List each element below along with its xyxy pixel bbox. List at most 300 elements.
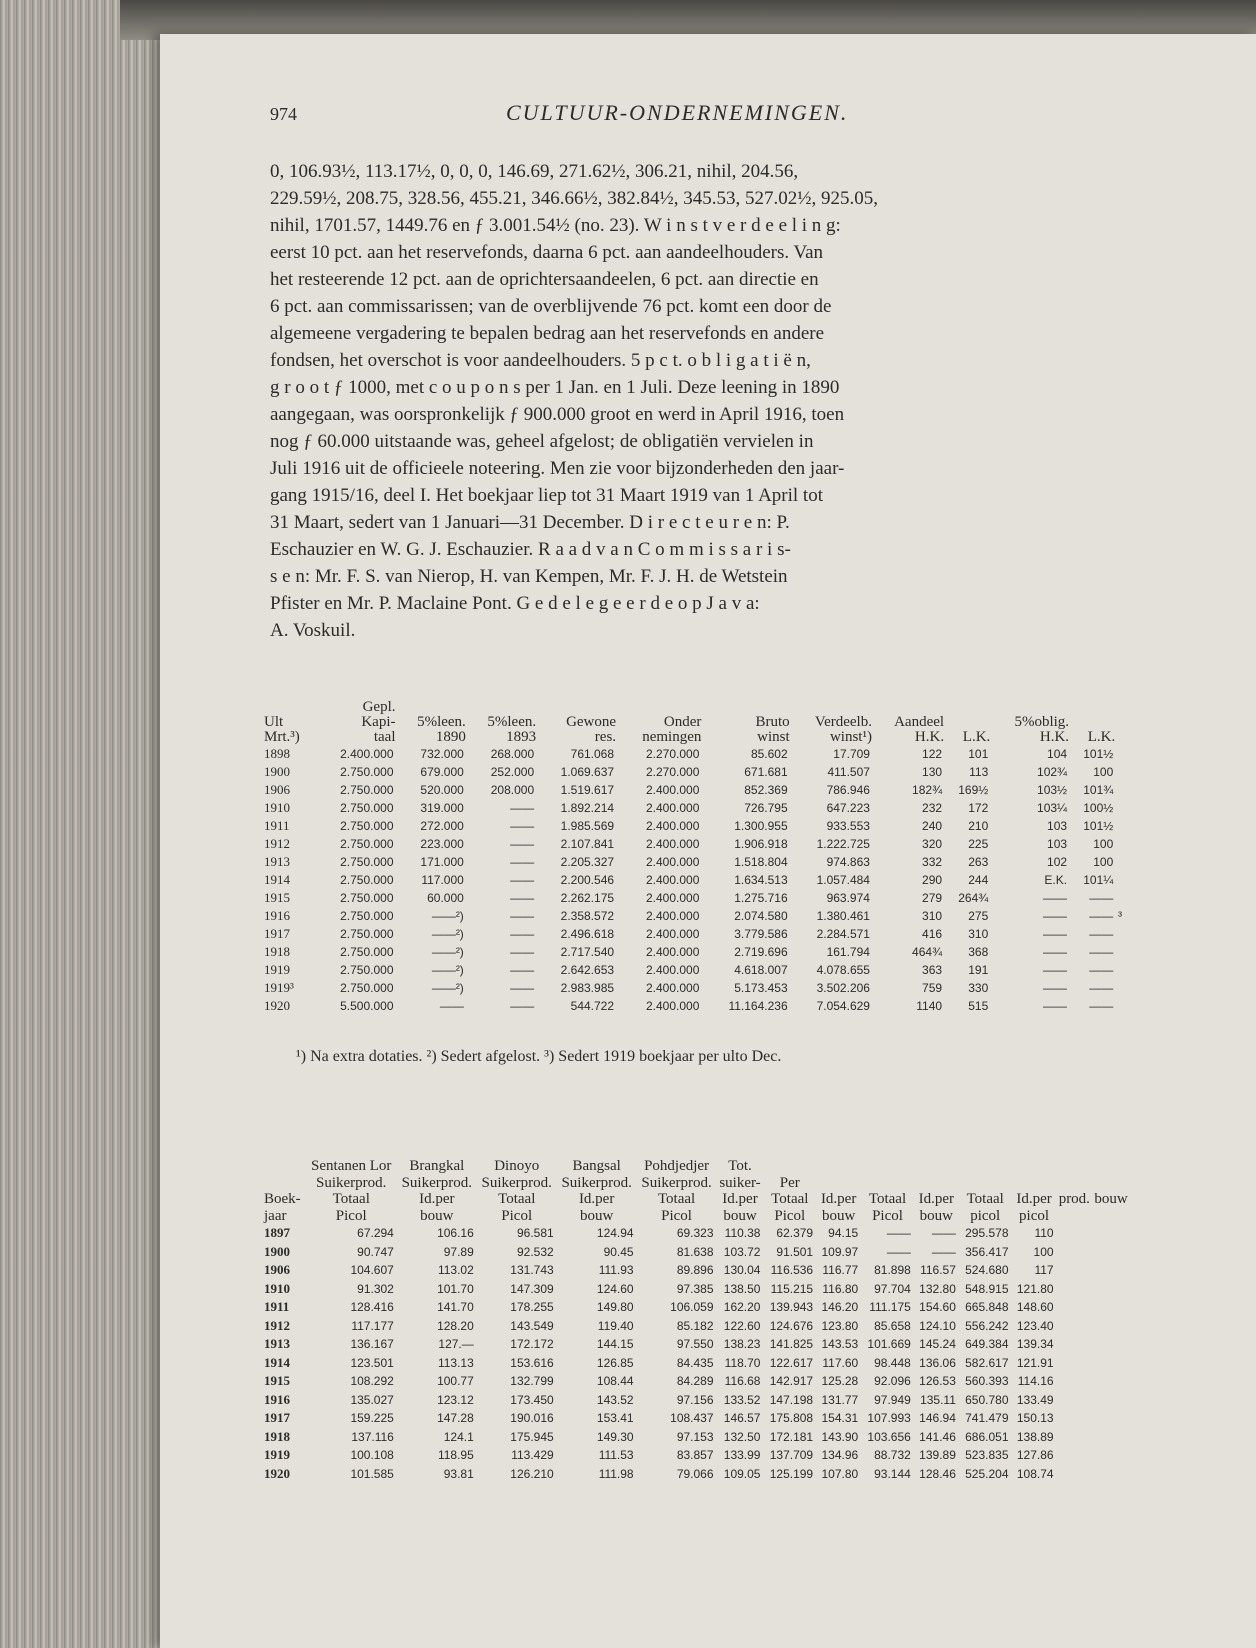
table-cell: 142.917	[769, 1374, 814, 1388]
table-cell: 100	[1093, 765, 1114, 779]
table-cell: 2.750.000	[340, 765, 394, 779]
table-cell: 135.027	[350, 1392, 394, 1407]
year-cell: 1913	[264, 854, 290, 869]
table-row	[264, 871, 1124, 889]
column-header: 5%leen.	[417, 714, 466, 730]
table-cell: 91.302	[357, 1281, 394, 1296]
table-cell: ——	[1089, 891, 1114, 905]
table-cell: 524.680	[965, 1263, 1009, 1277]
table-cell: 310	[968, 927, 989, 941]
table-cell: 92.096	[874, 1374, 911, 1388]
table-cell: ——	[1043, 963, 1068, 977]
body-line: g r o o t ƒ 1000, met c o u p o n s per 1 Jan. en 1 Juli. Deze leening in 1890	[270, 377, 840, 398]
table-cell: 60.000	[427, 891, 464, 905]
header-row	[264, 1158, 1130, 1175]
table-cell: 172	[968, 801, 989, 815]
table-cell: 223.000	[420, 837, 464, 851]
year-cell: 1910	[264, 800, 290, 815]
table-cell: 2.750.000	[340, 837, 394, 851]
table-row	[264, 979, 1124, 997]
table-cell: 83.857	[676, 1448, 714, 1462]
table-cell: 2.750.000	[340, 855, 394, 869]
table-cell: 136.06	[919, 1355, 956, 1370]
table-cell: 290	[922, 873, 943, 887]
table-cell: 7.054.629	[816, 999, 870, 1013]
table-cell: 91.501	[776, 1244, 814, 1259]
year-cell: 1912	[264, 1317, 290, 1333]
table-cell: 103	[1047, 837, 1068, 851]
table-cell: 515	[968, 999, 989, 1013]
table-cell: 2.200.546	[560, 873, 615, 887]
column-header: Picol	[501, 1207, 533, 1224]
column-header: L.K.	[962, 729, 991, 745]
table-cell: 671.681	[744, 765, 788, 779]
table-cell	[1115, 835, 1124, 853]
table-cell: 4.618.007	[734, 963, 788, 977]
body-line: Pfister en Mr. P. Maclaine Pont. G e d e l e g e e r d e o p J a v a:	[270, 593, 760, 614]
column-header: Id.per	[820, 1191, 857, 1207]
table-cell: 138.89	[1016, 1429, 1054, 1444]
table-cell: 2.400.000	[646, 891, 700, 905]
company-financial-table	[264, 700, 1124, 1015]
column-header: bouw	[919, 1207, 954, 1224]
table-cell: 131.77	[821, 1392, 859, 1407]
table-cell: ——	[1089, 945, 1114, 959]
year-cell: 1897	[264, 1225, 290, 1240]
column-header: Pohdjedjer	[644, 1158, 710, 1174]
table-cell: 102	[1047, 855, 1068, 869]
table-cell: 97.550	[676, 1337, 714, 1351]
column-header	[990, 700, 1069, 715]
table-cell: 108.74	[1016, 1466, 1054, 1481]
table-cell: 109.05	[723, 1466, 761, 1481]
table-cell: 240	[922, 819, 943, 833]
table-cell: 116.77	[822, 1263, 859, 1277]
table-cell	[1115, 799, 1124, 817]
column-header: 5%oblig.	[1014, 714, 1070, 730]
column-header: Id.per	[722, 1191, 758, 1207]
body-line: 6 pct. aan commissarissen; van de overblijvende 76 pct. komt een door de	[270, 296, 832, 317]
table-cell: 88.732	[874, 1448, 911, 1462]
column-header: picol	[970, 1207, 1001, 1224]
table-cell: 139.89	[919, 1448, 956, 1462]
table-cell: 2.642.653	[560, 963, 615, 977]
table-cell: 128.46	[919, 1466, 956, 1481]
table-cell: 2.983.985	[560, 981, 615, 995]
page-header	[270, 100, 1170, 134]
column-header	[616, 700, 701, 715]
running-head: CULTUUR-ONDERNEMINGEN.	[506, 100, 849, 125]
table-cell: ³	[1118, 909, 1122, 923]
table-cell: 520.000	[420, 783, 464, 797]
column-header: bouw	[821, 1207, 856, 1224]
year-cell: 1914	[264, 1354, 290, 1370]
table-cell: ——²)	[431, 981, 464, 995]
table-cell: 143.53	[821, 1337, 859, 1351]
table-cell: 121.80	[1016, 1281, 1054, 1296]
column-header: res.	[594, 729, 617, 745]
table-cell: 101.585	[350, 1466, 394, 1481]
table-cell: 110	[1034, 1226, 1054, 1240]
table-cell: 582.617	[965, 1355, 1009, 1370]
table-cell: 2.262.175	[560, 891, 615, 905]
column-header: Onder	[663, 714, 702, 730]
table-cell: 679.000	[420, 765, 464, 779]
year-cell: 1898	[264, 746, 290, 761]
year-cell: 1910	[264, 1280, 290, 1296]
year-cell: 1911	[264, 818, 290, 833]
year-cell: 1919	[264, 1447, 290, 1462]
header-row	[264, 730, 1124, 745]
column-header	[1115, 730, 1124, 745]
table-cell: 416	[922, 927, 943, 941]
body-line: 229.59½, 208.75, 328.56, 455.21, 346.66½, 382.84½, 345.53, 527.02½, 925.05,	[270, 188, 878, 209]
column-header: Picol	[774, 1207, 806, 1224]
table-cell: 85.602	[750, 747, 788, 761]
table-cell: 2.750.000	[340, 801, 394, 815]
table-row	[264, 997, 1124, 1015]
table-cell: 171.000	[420, 855, 464, 869]
table-cell: 139.34	[1016, 1337, 1054, 1351]
table-cell: 544.722	[570, 999, 615, 1013]
table-cell	[1115, 979, 1124, 997]
table-cell: 320	[922, 837, 943, 851]
table-cell: 116.68	[724, 1374, 761, 1388]
column-header: 1890	[435, 729, 466, 745]
table-cell: 4.078.655	[816, 963, 870, 977]
table-cell	[1115, 943, 1124, 961]
table-cell: 686.051	[965, 1429, 1009, 1444]
column-header: L.K.	[1087, 729, 1116, 745]
body-line: Eschauzier en W. G. J. Eschauzier. R a a d v a n C o m m i s s a r i s-	[270, 539, 791, 560]
column-header: Totaal	[966, 1191, 1004, 1207]
table-cell: ——	[510, 963, 535, 977]
column-header: Ult	[264, 714, 284, 730]
table-cell	[1115, 889, 1124, 907]
table-cell: 153.41	[596, 1411, 634, 1425]
table-cell: 759	[922, 981, 943, 995]
table-cell: 1.300.955	[734, 819, 788, 833]
table-cell: 2.719.696	[734, 945, 788, 959]
table-cell: 96.581	[516, 1226, 554, 1240]
column-header	[264, 1175, 306, 1192]
table-cell: 132.50	[723, 1429, 761, 1444]
table-cell: 107.80	[821, 1466, 859, 1481]
body-line: eerst 10 pct. aan het reservefonds, daarna 6 pct. aan aandeelhouders. Van	[270, 242, 824, 263]
table-cell	[1115, 961, 1124, 979]
table-cell: 97.949	[874, 1392, 911, 1407]
table-cell: 132.799	[510, 1374, 554, 1388]
column-header: Verdeelb.	[814, 714, 872, 730]
table-cell: 560.393	[965, 1374, 1009, 1388]
table-cell	[1115, 925, 1124, 943]
table-cell: 108.292	[350, 1374, 394, 1388]
table-cell: 113.02	[437, 1263, 474, 1277]
table-cell: 146.57	[723, 1411, 761, 1425]
table-cell: 100	[1033, 1244, 1054, 1259]
table-cell: 81.638	[676, 1244, 714, 1259]
table-cell: 81.898	[874, 1263, 911, 1277]
page-number: 974	[270, 104, 297, 124]
year-cell: 1911	[264, 1299, 290, 1314]
table-cell: ——	[886, 1226, 911, 1240]
table-cell: 106.059	[670, 1300, 714, 1314]
table-cell: ——²)	[431, 927, 464, 941]
table-row	[264, 1428, 1130, 1447]
table-cell: 5.500.000	[340, 999, 394, 1013]
table-cell: 464¾	[912, 945, 943, 959]
table-cell: ——	[886, 1244, 911, 1259]
table-cell: 108.44	[596, 1374, 634, 1388]
table-row	[264, 1446, 1130, 1465]
table-cell: 137.116	[351, 1429, 394, 1444]
table-cell: 118.95	[437, 1448, 474, 1462]
year-cell: 1915	[264, 890, 290, 905]
table-cell: 191	[968, 963, 989, 977]
column-header: Suikerprod.	[481, 1174, 552, 1191]
table-cell: 107.993	[867, 1411, 911, 1425]
table-cell: 2.400.000	[646, 819, 700, 833]
body-line: Juli 1916 uit de officieele noteering. Men zie voor bijzonderheden den jaar-	[270, 458, 845, 479]
column-header	[701, 700, 789, 715]
column-header: H.K.	[914, 729, 945, 745]
table-cell: 141.70	[437, 1300, 474, 1314]
table-cell	[1115, 781, 1124, 799]
table-cell: 126.85	[596, 1355, 634, 1370]
column-header: taal	[373, 729, 396, 745]
year-cell: 1912	[264, 836, 290, 851]
column-header: Gepl.	[362, 699, 396, 715]
header-row	[264, 700, 1124, 715]
column-header: Picol	[661, 1207, 692, 1224]
table-cell: 100.77	[437, 1374, 474, 1388]
table-cell: 113	[969, 765, 989, 779]
year-cell: 1900	[264, 1243, 290, 1259]
table-cell: 143.52	[596, 1392, 634, 1407]
table-cell: 101½	[1083, 819, 1114, 833]
column-header: 1893	[506, 729, 537, 745]
table-cell: 79.066	[676, 1466, 714, 1481]
table-cell: 133.52	[723, 1392, 761, 1407]
year-cell: 1918	[264, 1428, 290, 1444]
table-cell: 3.779.586	[734, 927, 788, 941]
table-cell: 104.607	[350, 1263, 394, 1277]
column-header: Bruto	[755, 714, 790, 730]
table-cell: 411.507	[827, 765, 870, 779]
table-cell: 111.53	[598, 1448, 634, 1462]
column-header: 5%leen.	[487, 714, 537, 730]
table-cell: 264¾	[958, 891, 989, 905]
year-cell: 1920	[264, 1465, 290, 1481]
table-cell: 132.80	[919, 1281, 956, 1296]
table-cell: 17.709	[833, 747, 870, 761]
table-cell: 138.50	[723, 1281, 761, 1296]
table-cell: 141.46	[919, 1429, 956, 1444]
table-cell: 144.15	[596, 1337, 634, 1351]
table-row	[264, 925, 1124, 943]
table-cell: 2.750.000	[340, 891, 394, 905]
table-row	[264, 781, 1124, 799]
table-cell: 149.80	[596, 1300, 634, 1314]
table-cell: 2.400.000	[340, 747, 394, 761]
table-cell: 263	[968, 855, 989, 869]
column-header: Suikerprod.	[316, 1174, 387, 1191]
table-cell: 172.181	[769, 1429, 814, 1444]
table-row	[264, 1261, 1130, 1280]
table-cell: 97.153	[676, 1429, 714, 1444]
table-cell: 154.31	[821, 1411, 859, 1425]
table-cell: 368	[968, 945, 989, 959]
year-cell: 1906	[264, 1262, 290, 1277]
table-cell: 244	[968, 873, 989, 887]
table-row	[264, 1391, 1130, 1410]
year-cell: 1919	[264, 962, 290, 977]
column-header	[1069, 700, 1115, 715]
table-cell: 125.28	[821, 1374, 859, 1388]
table-cell: 330	[968, 981, 989, 995]
table-cell	[1115, 763, 1124, 781]
table-cell: 125.199	[769, 1466, 814, 1481]
table-cell: 178.255	[510, 1300, 554, 1314]
column-header: Id.per	[578, 1191, 615, 1207]
table-cell: 319.000	[420, 801, 464, 815]
body-line: aangegaan, was oorspronkelijk ƒ 900.000 groot en werd in April 1916, toen	[270, 404, 845, 425]
table-cell: 548.915	[965, 1281, 1009, 1296]
table-cell: 162.20	[723, 1300, 761, 1314]
column-header: Suikerprod.	[401, 1174, 473, 1191]
table-cell: 126.210	[510, 1466, 554, 1481]
year-cell: 1913	[264, 1336, 290, 1351]
table-cell: 2.074.580	[734, 909, 788, 923]
column-header	[1115, 700, 1124, 715]
table-cell: 136.167	[350, 1337, 394, 1351]
table-cell: 103.72	[723, 1244, 761, 1259]
table-footnotes: ¹) Na extra dotaties. ²) Sedert afgelost. ³) Sedert 1919 boekjaar per ulto Dec.	[296, 1048, 782, 1065]
column-header: Totaal	[771, 1191, 809, 1207]
column-header: suiker-	[719, 1174, 761, 1191]
table-cell: 108.437	[670, 1411, 714, 1425]
table-cell: 2.270.000	[646, 747, 700, 761]
table-cell: 2.400.000	[646, 837, 700, 851]
table-cell: 1.519.617	[560, 783, 615, 797]
table-cell: 1.275.716	[734, 891, 788, 905]
column-header: bouw	[420, 1207, 454, 1224]
table-cell: 356.417	[965, 1244, 1009, 1259]
table-cell: 2.400.000	[646, 927, 700, 941]
body-line: 31 Maart, sedert van 1 Januari—31 December. D i r e c t e u r e n: P.	[270, 512, 790, 533]
table-cell: 111.98	[598, 1466, 634, 1481]
column-header: Id.per	[1016, 1191, 1052, 1207]
column-header	[466, 700, 536, 715]
column-header: Brangkal	[409, 1158, 465, 1174]
table-cell: 2.717.540	[560, 945, 615, 959]
table-cell: 726.795	[744, 801, 788, 815]
column-header	[790, 700, 872, 715]
table-cell: 149.30	[596, 1429, 634, 1444]
table-cell: ——	[1043, 981, 1068, 995]
table-cell: 2.750.000	[340, 819, 394, 833]
table-cell: 89.896	[676, 1263, 714, 1277]
table-cell: 97.704	[874, 1281, 911, 1296]
table-cell: 127.—	[438, 1337, 474, 1351]
table-row	[264, 1465, 1130, 1484]
table-row	[264, 799, 1124, 817]
table-cell: ——	[1043, 927, 1068, 941]
column-header: Per	[779, 1174, 800, 1191]
table-cell: 150.13	[1016, 1411, 1054, 1425]
table-cell: 1140	[916, 999, 943, 1013]
table-cell: 1.222.725	[816, 837, 870, 851]
column-header: Dinoyo	[494, 1158, 540, 1174]
table-cell: 117.177	[351, 1318, 394, 1333]
table-cell: ——	[1043, 999, 1068, 1013]
table-cell	[1115, 745, 1124, 763]
table-cell: 2.750.000	[340, 783, 394, 797]
column-header: jaar	[264, 1207, 287, 1224]
header-row	[264, 715, 1124, 730]
column-header	[1115, 715, 1124, 730]
table-row	[264, 943, 1124, 961]
table-cell: 122	[922, 747, 943, 761]
table-cell: 147.309	[510, 1281, 554, 1296]
table-cell: E.K.	[1044, 873, 1068, 887]
year-cell: 1918	[264, 944, 290, 959]
table-cell: 100	[1093, 855, 1114, 869]
table-cell: 252.000	[490, 765, 535, 779]
column-header: Totaal	[868, 1191, 907, 1207]
table-cell: 131.743	[510, 1263, 554, 1277]
table-cell: 143.90	[821, 1429, 859, 1444]
sugar-production-table	[264, 1158, 1130, 1483]
table-cell: 190.016	[510, 1411, 554, 1425]
table-cell: ——	[1089, 999, 1114, 1013]
table-cell: 134.96	[821, 1448, 859, 1462]
table-cell: 2.750.000	[340, 963, 394, 977]
table-cell: 363	[922, 963, 943, 977]
year-cell: 1916	[264, 1391, 290, 1407]
body-line: fondsen, het overschot is voor aandeelhouders. 5 p c t. o b l i g a t i ë n,	[270, 350, 811, 371]
table-cell: ——	[510, 873, 535, 887]
table-cell: 115.215	[770, 1281, 814, 1296]
column-header: winst¹)	[829, 729, 872, 745]
table-cell: ——	[510, 837, 535, 851]
column-header: Picol	[872, 1207, 903, 1224]
table-cell: 146.20	[821, 1300, 859, 1314]
table-row	[264, 1243, 1130, 1262]
table-row	[264, 1354, 1130, 1373]
year-cell: 1900	[264, 764, 290, 779]
table-row	[264, 1298, 1130, 1317]
table-cell: 123.40	[1016, 1318, 1054, 1333]
table-cell: 2.750.000	[340, 909, 394, 923]
body-line: algemeene vergadering te bepalen bedrag aan het reservefonds en andere	[270, 323, 825, 344]
column-header: picol	[1019, 1207, 1050, 1224]
table-cell: 116.57	[920, 1263, 956, 1277]
table-cell: 525.204	[965, 1466, 1009, 1481]
table-cell: 275	[968, 909, 989, 923]
table-cell: 124.10	[919, 1318, 956, 1333]
column-header: Gewone	[566, 714, 617, 730]
table-cell: 122.60	[723, 1318, 761, 1333]
table-cell: 94.15	[828, 1226, 859, 1240]
table-row	[264, 1224, 1130, 1243]
year-cell: 1914	[264, 872, 290, 887]
column-header: H.K.	[1039, 729, 1070, 745]
table-cell: 295.578	[965, 1226, 1009, 1240]
table-cell: 124.60	[596, 1281, 634, 1296]
table-cell: 963.974	[826, 891, 870, 905]
table-cell: 173.450	[510, 1392, 554, 1407]
